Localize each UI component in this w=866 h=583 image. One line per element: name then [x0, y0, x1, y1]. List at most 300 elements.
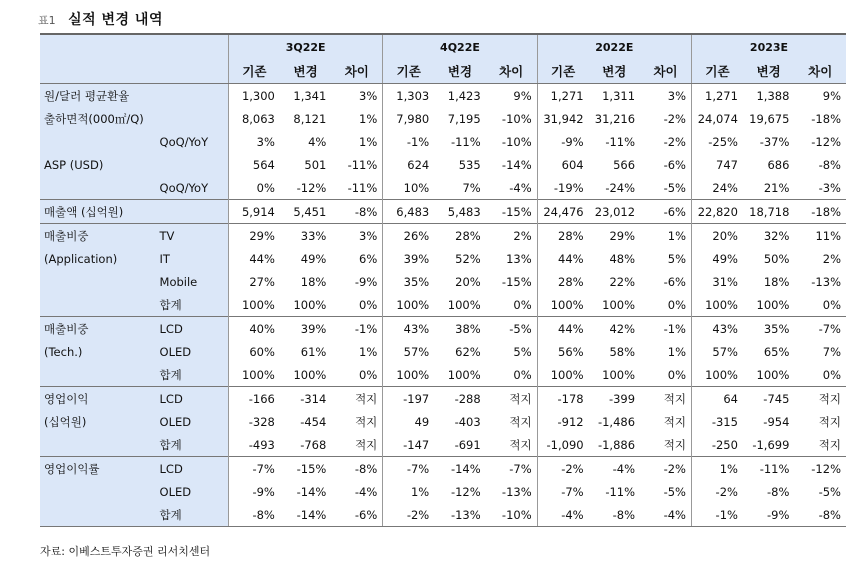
table-cell: 29% — [589, 224, 640, 248]
table-cell: 31,942 — [537, 107, 588, 130]
table-row — [40, 200, 846, 224]
table-cell: 21% — [763, 180, 790, 195]
table-cell: 1% — [667, 344, 686, 359]
table-cell: 35% — [383, 270, 434, 293]
table-cell: -2% — [663, 111, 686, 126]
table-row — [40, 176, 846, 200]
table-cell: 35% — [743, 317, 794, 341]
table-cell: 38% — [434, 317, 485, 341]
table-cell: -11% — [347, 157, 378, 172]
table-cell: 5,483 — [434, 200, 485, 224]
table-row — [40, 270, 846, 293]
table-cell: 적지 — [509, 437, 532, 452]
row-sublabel: 합계 — [158, 503, 229, 527]
table-cell: -2% — [640, 457, 691, 481]
table-cell: -147 — [383, 433, 434, 457]
table-cell: 58% — [609, 344, 636, 359]
table-cell: 100% — [692, 363, 743, 387]
table-row — [40, 410, 846, 433]
table-cell: -403 — [454, 414, 481, 429]
table-cell: 6,483 — [383, 200, 434, 224]
table-cell: 44% — [537, 247, 588, 270]
table-cell: 1% — [359, 111, 378, 126]
row-label: 출하면적(000㎡/Q) — [40, 107, 158, 130]
table-cell: -2% — [383, 503, 434, 527]
table-cell: 13% — [506, 251, 532, 266]
header-row-groups — [40, 34, 846, 59]
table-cell: 2% — [822, 251, 841, 266]
table-cell: -7% — [486, 457, 537, 481]
table-cell: 5% — [667, 251, 686, 266]
table-cell: 4% — [308, 134, 327, 149]
table-cell: 1% — [640, 224, 691, 248]
row-label: 매출비중 — [40, 224, 158, 248]
row-label — [40, 503, 158, 527]
table-cell: -454 — [300, 414, 327, 429]
table-row — [40, 387, 846, 411]
header-sub: 변경 — [589, 59, 640, 84]
table-cell: -6% — [663, 274, 686, 289]
table-cell: -15% — [486, 200, 537, 224]
table-cell: 22,820 — [692, 200, 743, 224]
table-cell: -11% — [605, 134, 636, 149]
table-cell: -4% — [589, 457, 640, 481]
header-sub: 변경 — [743, 59, 794, 84]
table-cell: 42% — [589, 317, 640, 341]
table-cell: 7,195 — [447, 111, 481, 126]
table-cell: 56% — [537, 340, 588, 363]
table-cell: 49% — [692, 247, 743, 270]
table-row — [40, 340, 846, 363]
table-cell: -8% — [767, 484, 790, 499]
table-cell: 22% — [609, 274, 636, 289]
table-cell: -7% — [537, 480, 588, 503]
table-cell: 5,451 — [280, 200, 331, 224]
row-sublabel: OLED — [158, 480, 229, 503]
table-cell: -10% — [501, 134, 532, 149]
table-cell: 3% — [331, 224, 382, 248]
table-cell: 747 — [692, 153, 743, 176]
table-cell: 적지 — [818, 437, 841, 452]
table-cell: -1,699 — [752, 437, 790, 452]
table-cell: -9% — [228, 480, 279, 503]
table-cell: 100% — [447, 367, 481, 382]
table-cell: -9% — [354, 274, 378, 289]
table-cell: -5% — [663, 180, 686, 195]
table-row — [40, 503, 846, 527]
table-cell: 24,074 — [692, 107, 743, 130]
table-cell: 44% — [537, 317, 588, 341]
row-sublabel: LCD — [158, 387, 229, 411]
table-cell: -9% — [537, 130, 588, 153]
table-cell: -9% — [743, 503, 794, 527]
table-cell: 40% — [228, 317, 279, 341]
header-group: 2022E — [537, 34, 691, 59]
table-cell: 7,980 — [383, 107, 434, 130]
table-cell: 6% — [359, 251, 378, 266]
table-cell: 566 — [613, 157, 636, 172]
table-cell: 1,300 — [228, 84, 279, 108]
table-cell: 43% — [692, 317, 743, 341]
table-cell: 0% — [513, 297, 532, 312]
table-cell: -315 — [692, 410, 743, 433]
table-cell: 9% — [822, 88, 841, 103]
header-sub: 차이 — [331, 59, 382, 84]
table-cell: -12% — [450, 484, 481, 499]
table-cell: 100% — [537, 363, 588, 387]
table-cell: 100% — [602, 367, 636, 382]
table-cell: -1% — [383, 130, 434, 153]
row-label — [40, 130, 158, 153]
table-cell: 44% — [228, 247, 279, 270]
table-cell: -8% — [794, 503, 846, 527]
header-sub: 기존 — [383, 59, 434, 84]
row-sublabel: 합계 — [158, 293, 229, 317]
table-cell: 적지 — [509, 414, 532, 429]
table-cell: -5% — [663, 484, 686, 499]
table-tag: 표1 — [38, 14, 56, 27]
table-cell: 24,476 — [537, 200, 588, 224]
table-cell: 100% — [228, 363, 279, 387]
table-cell: -6% — [640, 200, 691, 224]
table-cell: -5% — [818, 484, 841, 499]
table-cell: -11% — [605, 484, 636, 499]
table-cell: -14% — [501, 157, 532, 172]
table-cell: -6% — [663, 157, 686, 172]
table-cell: 57% — [383, 340, 434, 363]
table-cell: 3% — [228, 130, 279, 153]
table-cell: 7% — [822, 344, 841, 359]
table-cell: 33% — [280, 224, 331, 248]
table-cell: -4% — [354, 484, 378, 499]
table-cell: -13% — [811, 274, 841, 289]
table-cell: 적지 — [640, 387, 691, 411]
table-cell: 100% — [293, 297, 327, 312]
table-cell: -768 — [300, 437, 327, 452]
table-row — [40, 153, 846, 176]
table-cell: -912 — [537, 410, 588, 433]
table-cell: 1,271 — [537, 84, 588, 108]
header-sub: 변경 — [434, 59, 485, 84]
table-cell: -314 — [280, 387, 331, 411]
row-sublabel — [158, 84, 229, 108]
row-sublabel: TV — [158, 224, 229, 248]
table-cell: -2% — [663, 134, 686, 149]
table-cell: -15% — [280, 457, 331, 481]
table-cell: 29% — [228, 224, 279, 248]
table-cell: 0% — [822, 297, 841, 312]
row-sublabel: LCD — [158, 317, 229, 341]
table-cell: -8% — [589, 503, 640, 527]
table-cell: -5% — [486, 317, 537, 341]
header-sub: 차이 — [640, 59, 691, 84]
table-cell: 2% — [486, 224, 537, 248]
table-row — [40, 247, 846, 270]
earnings-revision-table — [40, 33, 846, 527]
source-note: 자료: 이베스트투자증권 리서치센터 — [40, 545, 211, 558]
table-row — [40, 457, 846, 481]
table-cell: 11% — [794, 224, 846, 248]
table-row — [40, 363, 846, 387]
table-cell: 10% — [383, 176, 434, 200]
header-sub: 차이 — [794, 59, 846, 84]
table-cell: -12% — [794, 457, 846, 481]
header-corner — [40, 34, 228, 59]
table-cell: 18% — [300, 274, 327, 289]
table-cell: 100% — [447, 297, 481, 312]
table-cell: -18% — [811, 111, 841, 126]
row-sublabel: OLED — [158, 410, 229, 433]
row-label: (Application) — [40, 247, 158, 270]
table-cell: -328 — [228, 410, 279, 433]
table-cell: -166 — [228, 387, 279, 411]
table-cell: 5,914 — [228, 200, 279, 224]
table-cell: 0% — [513, 367, 532, 382]
table-cell: -493 — [228, 433, 279, 457]
table-cell: 100% — [228, 293, 279, 317]
table-cell: 60% — [228, 340, 279, 363]
header-row-sub — [40, 59, 846, 84]
header-sub: 차이 — [486, 59, 537, 84]
table-cell: 501 — [304, 157, 327, 172]
table-cell: 57% — [692, 340, 743, 363]
row-label: 매출액 (십억원) — [40, 200, 158, 224]
table-cell: -8% — [331, 457, 382, 481]
row-sublabel — [158, 153, 229, 176]
table-cell: 3% — [667, 88, 686, 103]
table-cell: -1,090 — [537, 433, 588, 457]
table-cell: -10% — [486, 503, 537, 527]
table-cell: 26% — [383, 224, 434, 248]
table-cell: 1,303 — [383, 84, 434, 108]
table-cell: 3% — [359, 88, 378, 103]
table-cell: -2% — [537, 457, 588, 481]
table-cell: 100% — [602, 297, 636, 312]
table-cell: 적지 — [794, 387, 846, 411]
row-sublabel: 합계 — [158, 433, 229, 457]
table-cell: 5% — [513, 344, 532, 359]
table-cell: 32% — [743, 224, 794, 248]
table-cell: 8,063 — [228, 107, 279, 130]
table-cell: -37% — [759, 134, 790, 149]
table-cell: 18% — [763, 274, 790, 289]
table-body — [40, 34, 846, 527]
table-cell: 49 — [383, 410, 434, 433]
table-cell: 0% — [667, 297, 686, 312]
table-row — [40, 130, 846, 153]
table-cell: 적지 — [663, 437, 686, 452]
table-cell: -11% — [347, 180, 378, 195]
table-cell: -1% — [692, 503, 743, 527]
table-cell: 0% — [667, 367, 686, 382]
table-cell: -19% — [537, 176, 588, 200]
table-cell: 24% — [692, 176, 743, 200]
row-label — [40, 480, 158, 503]
table-cell: 적지 — [663, 414, 686, 429]
row-sublabel: Mobile — [158, 270, 229, 293]
table-cell: 64 — [692, 387, 743, 411]
table-cell: 31% — [692, 270, 743, 293]
table-cell: 1% — [359, 344, 378, 359]
row-label — [40, 433, 158, 457]
table-cell: 1,341 — [293, 88, 327, 103]
table-cell: 39% — [280, 317, 331, 341]
row-sublabel: IT — [158, 247, 229, 270]
table-cell: -6% — [331, 503, 382, 527]
table-cell: 18,718 — [743, 200, 794, 224]
table-title — [38, 9, 163, 29]
table-cell: 39% — [383, 247, 434, 270]
table-row — [40, 480, 846, 503]
table-cell: -745 — [743, 387, 794, 411]
table-cell: 1% — [692, 457, 743, 481]
table-cell: -15% — [501, 274, 532, 289]
table-cell: 20% — [455, 274, 481, 289]
table-cell: 적지 — [486, 387, 537, 411]
table-cell: -4% — [640, 503, 691, 527]
row-label — [40, 270, 158, 293]
table-cell: -11% — [743, 457, 794, 481]
table-cell: 적지 — [355, 437, 378, 452]
table-cell: 31,216 — [594, 111, 636, 126]
table-cell: 23,012 — [589, 200, 640, 224]
header-group: 2023E — [692, 34, 847, 59]
table-cell: -7% — [383, 457, 434, 481]
table-cell: -1% — [331, 317, 382, 341]
header-sub: 변경 — [280, 59, 331, 84]
row-label: (Tech.) — [40, 340, 158, 363]
table-cell: 100% — [293, 367, 327, 382]
table-cell: -7% — [228, 457, 279, 481]
row-label: 영업이익률 — [40, 457, 158, 481]
table-cell: -288 — [434, 387, 485, 411]
table-cell: -8% — [228, 503, 279, 527]
table-cell: -8% — [818, 157, 841, 172]
table-cell: -250 — [692, 433, 743, 457]
table-cell: -4% — [509, 180, 532, 195]
table-cell: 604 — [537, 153, 588, 176]
table-cell: 9% — [513, 88, 532, 103]
row-label: 원/달러 평균환율 — [40, 84, 158, 108]
table-cell: 1,311 — [602, 88, 636, 103]
table-cell: -12% — [811, 134, 841, 149]
table-row — [40, 433, 846, 457]
table-cell: -399 — [589, 387, 640, 411]
table-cell: -1,886 — [597, 437, 636, 452]
table-cell: -14% — [296, 484, 327, 499]
row-sublabel: OLED — [158, 340, 229, 363]
table-cell: 100% — [537, 293, 588, 317]
table-cell: 100% — [383, 363, 434, 387]
table-cell: -1% — [640, 317, 691, 341]
header-sub: 기존 — [228, 59, 279, 84]
table-cell: 100% — [756, 367, 790, 382]
row-sublabel: LCD — [158, 457, 229, 481]
row-label — [40, 363, 158, 387]
row-label — [40, 176, 158, 200]
table-cell: -25% — [692, 130, 743, 153]
table-cell: -1,486 — [597, 414, 636, 429]
table-cell: 52% — [455, 251, 481, 266]
table-cell: 686 — [767, 157, 790, 172]
table-row — [40, 84, 846, 108]
table-cell: 535 — [458, 157, 481, 172]
table-title-text: 실적 변경 내역 — [68, 12, 163, 28]
table-cell: 49% — [300, 251, 327, 266]
table-cell: 7% — [462, 180, 481, 195]
row-sublabel: 합계 — [158, 363, 229, 387]
table-row — [40, 293, 846, 317]
table-cell: 100% — [692, 293, 743, 317]
table-cell: 19,675 — [749, 111, 790, 126]
header-group: 3Q22E — [228, 34, 382, 59]
table-cell: -8% — [331, 200, 382, 224]
row-label: ASP (USD) — [40, 153, 158, 176]
table-cell: 8,121 — [293, 111, 327, 126]
table-cell: 43% — [383, 317, 434, 341]
header-sub: 기존 — [537, 59, 588, 84]
table-row — [40, 224, 846, 248]
table-cell: 적지 — [331, 387, 382, 411]
table-cell: 0% — [822, 367, 841, 382]
table-cell: 적지 — [818, 414, 841, 429]
table-cell: 62% — [455, 344, 481, 359]
table-cell: 0% — [228, 176, 279, 200]
table-cell: -24% — [605, 180, 636, 195]
row-label: (십억원) — [40, 410, 158, 433]
table-cell: 65% — [763, 344, 790, 359]
table-cell: 1,423 — [447, 88, 481, 103]
table-cell: -7% — [794, 317, 846, 341]
table-cell: -3% — [818, 180, 841, 195]
table-cell: -14% — [280, 503, 331, 527]
table-cell: -954 — [763, 414, 790, 429]
table-cell: 100% — [756, 297, 790, 312]
table-cell: 0% — [359, 297, 378, 312]
table-row — [40, 317, 846, 341]
table-cell: 100% — [383, 293, 434, 317]
row-sublabel — [158, 107, 229, 130]
table-cell: 1% — [359, 134, 378, 149]
header-group: 4Q22E — [383, 34, 537, 59]
table-cell: -2% — [692, 480, 743, 503]
table-cell: 28% — [537, 224, 588, 248]
table-row — [40, 107, 846, 130]
row-sublabel: QoQ/YoY — [158, 130, 229, 153]
table-cell: 0% — [359, 367, 378, 382]
table-cell: -11% — [450, 134, 481, 149]
row-label: 영업이익 — [40, 387, 158, 411]
table-cell: 48% — [609, 251, 636, 266]
table-cell: 적지 — [355, 414, 378, 429]
table-cell: -13% — [501, 484, 532, 499]
table-cell: -18% — [794, 200, 846, 224]
row-sublabel: QoQ/YoY — [158, 176, 229, 200]
table-cell: 61% — [300, 344, 327, 359]
table-cell: -197 — [383, 387, 434, 411]
table-cell: -10% — [501, 111, 532, 126]
table-cell: 624 — [383, 153, 434, 176]
table-cell: -4% — [537, 503, 588, 527]
table-cell: -12% — [296, 180, 327, 195]
header-corner — [40, 59, 228, 84]
table-cell: -178 — [537, 387, 588, 411]
header-sub: 기존 — [692, 59, 743, 84]
table-cell: 1,388 — [756, 88, 790, 103]
table-cell: 1,271 — [692, 84, 743, 108]
table-cell: 20% — [692, 224, 743, 248]
row-sublabel — [158, 200, 229, 224]
